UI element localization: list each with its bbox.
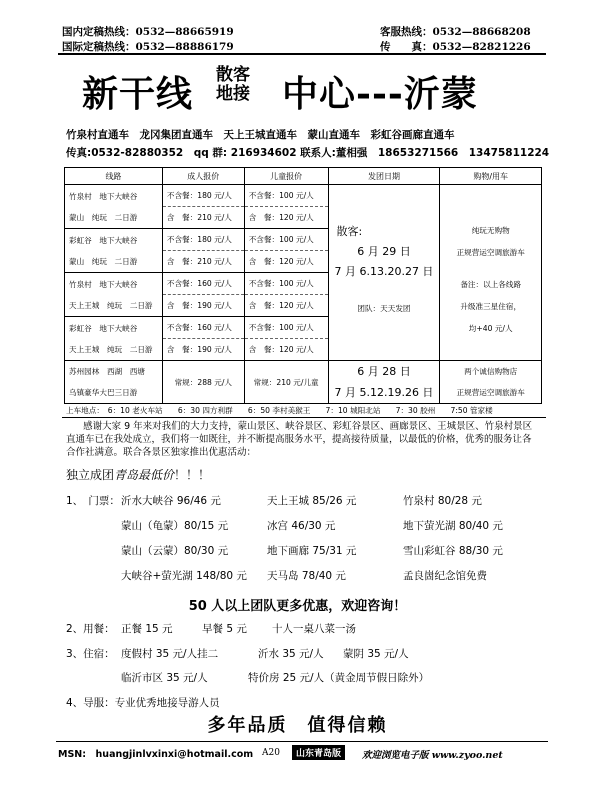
child-price: 不含餐：100 元/人: [248, 235, 314, 244]
ticket-item: 蒙山（龟蒙）80/15 元: [121, 520, 229, 532]
route-line: 彩虹谷 地下大峡谷: [69, 235, 138, 245]
routes-line: 竹泉村直通车 龙冈集团直通车 天上王城直通车 蒙山直通车 彩虹谷画廊直通车: [66, 129, 455, 141]
child-price: 含 餐：120 元/人: [245, 250, 328, 272]
ticket-item: 地下萤光湖 80/40 元: [403, 520, 503, 532]
route-line: 天上王城 纯玩 二日游: [69, 300, 153, 310]
meals-label: 2、用餐：: [66, 623, 115, 635]
ticket-item: 雪山彩虹谷 88/30 元: [403, 545, 503, 557]
stops-divider: [62, 417, 546, 418]
adult-price: 常规：288 元/人: [162, 361, 244, 404]
promo-lead: 独立成团: [66, 468, 115, 482]
tickets-label: 1、 门票：: [66, 495, 120, 507]
route-line: 苏州园林 西湖 西塘: [69, 367, 145, 376]
ticket-item: 竹泉村 80/28 元: [403, 495, 482, 507]
shop-note: 均+40 元/人: [468, 324, 513, 333]
shopping-info: [440, 185, 542, 361]
footer-msn: MSN: huangjinlvxinxi@hotmail.com: [58, 749, 254, 760]
group-departure: 团队：天天发团: [357, 304, 411, 313]
adult-price: 不含餐：160 元/人: [166, 279, 232, 288]
meal-item: 早餐 5 元: [202, 623, 247, 635]
ticket-item: 冰宫 46/30 元: [267, 520, 336, 532]
child-price: 常规：210 元/儿童: [244, 361, 328, 404]
table-row: [65, 185, 542, 229]
shop-note: 备注：以上各线路: [460, 280, 522, 289]
lodging-item: 沂水 35 元/人: [258, 648, 324, 660]
route-line: 竹泉村 地下大峡谷: [69, 279, 138, 289]
shop-note: 升级准三星住宿，: [460, 302, 522, 311]
price-table: [64, 167, 542, 404]
table-row: [65, 361, 542, 404]
child-price: 含 餐：120 元/人: [245, 206, 328, 228]
departure-date: 7 月 6.13.20.27 日: [334, 265, 434, 278]
col-header-adult: 成人报价: [162, 168, 244, 185]
promo-emphasis: 青岛最低价: [114, 468, 175, 482]
route-line: 蒙山 纯玩 二日游: [69, 256, 138, 266]
departure-date: 6 月 28 日: [357, 365, 411, 378]
lodging-item: 蒙阴 35 元/人: [343, 648, 409, 660]
title-left: 新干线: [82, 73, 194, 115]
departure-date: 7 月 5.12.19.26 日: [334, 386, 434, 399]
group-offer: 50 人以上团队更多优惠，欢迎咨询！: [188, 599, 407, 614]
adult-price: 不含餐：180 元/人: [166, 191, 232, 200]
col-header-shopping: 购物/用车: [440, 168, 542, 185]
guide-line: 4、导服：专业优秀地接导游人员: [66, 697, 220, 709]
adult-price: 含 餐：190 元/人: [163, 294, 244, 316]
table-header-row: [65, 168, 542, 185]
child-price: 含 餐：120 元/人: [245, 338, 328, 360]
ticket-item: 大峡谷+萤光湖 148/80 元: [121, 570, 247, 582]
lodging-item: 临沂市区 35 元/人: [121, 672, 208, 684]
boarding-stops: 上车地点： 6：10 老火车站 6：30 四方利群 6：50 李村美猴王 7：10 城阳北站 7：30 胶州 7:50 管家楼: [66, 406, 493, 415]
adult-price: 不含餐：160 元/人: [166, 323, 232, 332]
col-header-date: 发团日期: [328, 168, 440, 185]
header-divider: [58, 53, 546, 55]
slogan: 多年品质 值得信赖: [207, 715, 388, 736]
departure-dates: [328, 185, 440, 361]
route-line: 蒙山 纯玩 二日游: [69, 212, 138, 222]
ticket-item: 沂水大峡谷 96/46 元: [121, 495, 221, 507]
child-price: 不含餐：100 元/人: [248, 279, 314, 288]
individual-label: 散客:: [336, 225, 363, 238]
shop-note: 两个诚信购物店: [464, 367, 518, 376]
ticket-item: 天上王城 85/26 元: [267, 495, 357, 507]
ticket-item: 天马岛 78/40 元: [267, 570, 346, 582]
col-header-route: 线路: [65, 168, 163, 185]
child-price: 含 餐：120 元/人: [245, 294, 328, 316]
intl-hotline: 国际定稿热线：0532—88886179: [62, 41, 234, 53]
promo-tail: ！！！: [174, 468, 211, 482]
meal-item: 正餐 15 元: [121, 623, 173, 635]
shop-note: 正规营运空调旅游车: [456, 388, 525, 397]
footer-divider: [56, 741, 548, 742]
footer-website: 欢迎浏览电子版 www.zyoo.net: [362, 750, 503, 761]
service-hotline: 客服热线：0532—88668208: [380, 26, 531, 38]
ticket-item: 蒙山（云蒙）80/30 元: [121, 545, 229, 557]
page-number: A20: [262, 748, 280, 758]
route-line: 天上王城 纯玩 二日游: [69, 344, 153, 354]
route-line: 乌镇豪华大巴三日游: [69, 388, 138, 397]
title-mid-bottom: 地接: [216, 84, 250, 104]
route-line: 竹泉村 地下大峡谷: [69, 191, 138, 201]
lodging-item: 特价房 25 元/人（黄金周节假日除外）: [248, 672, 430, 684]
edition-badge: 山东青岛版: [292, 745, 345, 760]
promo-line: [66, 466, 210, 483]
child-price: 不含餐：100 元/人: [248, 323, 314, 332]
col-header-child: 儿童报价: [244, 168, 328, 185]
title-mid-top: 散客: [216, 65, 250, 85]
fax-number: 传 真：0532—82821226: [380, 41, 531, 53]
adult-price: 不含餐：180 元/人: [166, 235, 232, 244]
shop-note: 纯玩无购物: [471, 226, 510, 235]
adult-price: 含 餐：210 元/人: [163, 250, 244, 272]
meal-item: 十人一桌八菜一汤: [272, 623, 356, 635]
intro-paragraph: 感谢大家 9 年来对我们的大力支持，蒙山景区、峡谷景区、彩虹谷景区、画廊景区、王城景区、竹泉村景区直通车已在我处成立，我们将一如既往，并不断提高服务水平，提高接待质量，以最低的价格，优秀的服务让各合作社满意。联合各景区独家推出优惠活动：: [66, 421, 533, 458]
adult-price: 含 餐：190 元/人: [163, 338, 244, 360]
route-line: 彩虹谷 地下大峡谷: [69, 323, 138, 333]
adult-price: 含 餐：210 元/人: [163, 206, 244, 228]
ticket-item: 地下画廊 75/31 元: [267, 545, 357, 557]
lodging-item: 度假村 35 元/人挂二: [121, 648, 219, 660]
contact-line: 传真:0532-82880352 qq 群: 216934602 联系人:董相强 18653271566 13475811224: [66, 147, 550, 159]
ticket-item: 孟良崮纪念馆免费: [403, 570, 487, 582]
shop-note: 正规营运空调旅游车: [456, 248, 525, 257]
departure-date: 6 月 29 日: [357, 245, 411, 258]
domestic-hotline: 国内定稿热线：0532—88665919: [62, 26, 234, 38]
title-right: 中心---沂蒙: [282, 73, 478, 115]
child-price: 不含餐：100 元/人: [248, 191, 314, 200]
lodging-label: 3、住宿：: [66, 648, 115, 660]
